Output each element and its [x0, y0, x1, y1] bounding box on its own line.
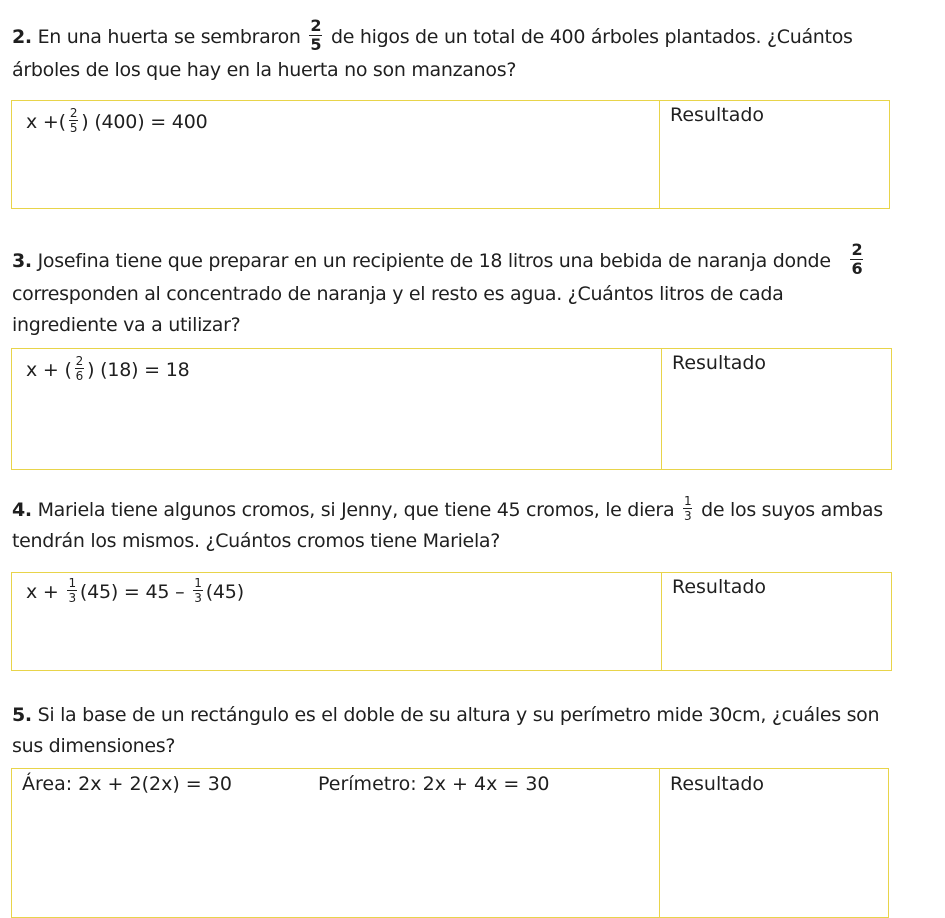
area-equation[interactable]: Área: 2x + 2(2x) = 30 [22, 773, 232, 795]
result-label: Resultado [672, 352, 767, 374]
question-5 [12, 700, 922, 762]
question-text: sus dimensiones? [12, 735, 176, 757]
question-3 [12, 240, 922, 341]
question-text: Si la base de un rectángulo es el doble de su altura y su perímetro mide 30cm, ¿cuáles son [37, 704, 880, 726]
question-number: 3. [12, 250, 32, 272]
question-2 [12, 16, 922, 86]
question-text: Mariela tiene algunos cromos, si Jenny, que tiene 45 cromos, le diera [37, 499, 675, 521]
result-label: Resultado [670, 104, 765, 126]
fraction: $\frac{1}{3}$ [684, 494, 692, 523]
question-4 [12, 495, 922, 557]
question-text: de higos de un total de 400 árboles plantados. ¿Cuántos [331, 26, 853, 48]
result-label: Resultado [670, 773, 765, 795]
fraction: $\frac{2}{6}$ [851, 240, 863, 278]
equation[interactable]: x + ( $\frac{2}{6}$ ) (18) = 18 [26, 354, 190, 383]
answer-box [11, 100, 890, 209]
question-text: Josefina tiene que preparar en un recipiente de 18 litros una bebida de naranja donde [37, 250, 831, 272]
question-number: 2. [12, 26, 32, 48]
question-number: 4. [12, 499, 32, 521]
answer-box [11, 768, 889, 918]
question-text: corresponden al concentrado de naranja y el resto es agua. ¿Cuántos litros de cada [12, 283, 784, 305]
question-text: de los suyos ambas [701, 499, 883, 521]
fraction: $\frac{2}{5}$ [310, 16, 322, 54]
result-label: Resultado [672, 576, 767, 598]
question-text: En una huerta se sembraron [37, 26, 301, 48]
question-text: árboles de los que hay en la huerta no son manzanos? [12, 59, 517, 81]
question-text: ingrediente va a utilizar? [12, 314, 241, 336]
equation[interactable]: x + $\frac{1}{3}$ (45) = 45 – $\frac{1}{3}$ (45) [26, 576, 244, 605]
perimeter-equation[interactable]: Perímetro: 2x + 4x = 30 [318, 773, 550, 795]
question-number: 5. [12, 704, 32, 726]
answer-box [11, 348, 892, 470]
equation[interactable]: x +( $\frac{2}{5}$ ) (400) = 400 [26, 106, 208, 135]
answer-box [11, 572, 892, 671]
question-text: tendrán los mismos. ¿Cuántos cromos tiene Mariela? [12, 530, 501, 552]
